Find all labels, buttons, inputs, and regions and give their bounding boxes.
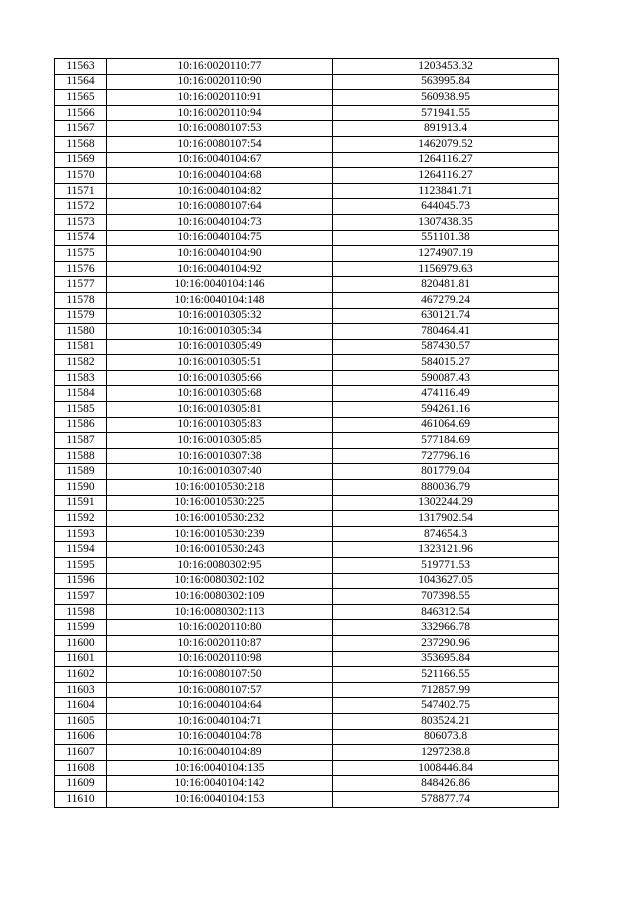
value-cell: 1156979.63 (333, 261, 559, 277)
document-page (54, 58, 558, 808)
cadastral-number-cell: 10:16:0040104:146 (107, 277, 333, 293)
row-number-cell: 11601 (55, 651, 107, 667)
value-cell: 806073.8 (333, 729, 559, 745)
cadastral-number-cell: 10:16:0010305:68 (107, 386, 333, 402)
value-cell: 712857.99 (333, 682, 559, 698)
cadastral-number-cell: 10:16:0040104:68 (107, 168, 333, 184)
value-cell: 577184.69 (333, 433, 559, 449)
table-row (55, 183, 559, 199)
table-row (55, 604, 559, 620)
value-cell: 1462079.52 (333, 136, 559, 152)
cadastral-number-cell: 10:16:0080107:50 (107, 667, 333, 683)
row-number-cell: 11591 (55, 495, 107, 511)
cadastral-number-cell: 10:16:0010305:51 (107, 355, 333, 371)
table-row (55, 791, 559, 807)
cadastral-number-cell: 10:16:0010305:66 (107, 370, 333, 386)
table-row (55, 74, 559, 90)
cadastral-number-cell: 10:16:0020110:80 (107, 620, 333, 636)
row-number-cell: 11593 (55, 526, 107, 542)
cadastral-number-cell: 10:16:0010530:239 (107, 526, 333, 542)
row-number-cell: 11607 (55, 745, 107, 761)
value-cell: 644045.73 (333, 199, 559, 215)
row-number-cell: 11567 (55, 121, 107, 137)
cadastral-number-cell: 10:16:0010305:85 (107, 433, 333, 449)
row-number-cell: 11577 (55, 277, 107, 293)
cadastral-number-cell: 10:16:0020110:91 (107, 90, 333, 106)
value-cell: 551101.38 (333, 230, 559, 246)
value-cell: 547402.75 (333, 698, 559, 714)
cadastral-number-cell: 10:16:0040104:135 (107, 760, 333, 776)
row-number-cell: 11569 (55, 152, 107, 168)
value-cell: 1323121.96 (333, 542, 559, 558)
value-cell: 467279.24 (333, 292, 559, 308)
row-number-cell: 11564 (55, 74, 107, 90)
cadastral-number-cell: 10:16:0040104:75 (107, 230, 333, 246)
cadastral-number-cell: 10:16:0020110:87 (107, 635, 333, 651)
row-number-cell: 11563 (55, 59, 107, 75)
cadastral-number-cell: 10:16:0010305:32 (107, 308, 333, 324)
row-number-cell: 11575 (55, 246, 107, 262)
cadastral-number-cell: 10:16:0080302:113 (107, 604, 333, 620)
row-number-cell: 11590 (55, 480, 107, 496)
value-cell: 590087.43 (333, 370, 559, 386)
table-row (55, 464, 559, 480)
cadastral-number-cell: 10:16:0040104:78 (107, 729, 333, 745)
row-number-cell: 11595 (55, 558, 107, 574)
value-cell: 594261.16 (333, 402, 559, 418)
value-cell: 1203453.32 (333, 59, 559, 75)
row-number-cell: 11568 (55, 136, 107, 152)
value-cell: 332966.78 (333, 620, 559, 636)
table-row (55, 308, 559, 324)
row-number-cell: 11594 (55, 542, 107, 558)
table-row (55, 776, 559, 792)
cadastral-number-cell: 10:16:0020110:98 (107, 651, 333, 667)
row-number-cell: 11584 (55, 386, 107, 402)
row-number-cell: 11586 (55, 417, 107, 433)
table-row (55, 573, 559, 589)
table-row (55, 105, 559, 121)
value-cell: 1264116.27 (333, 168, 559, 184)
row-number-cell: 11603 (55, 682, 107, 698)
value-cell: 1008446.84 (333, 760, 559, 776)
table-row (55, 168, 559, 184)
cadastral-number-cell: 10:16:0010530:225 (107, 495, 333, 511)
cadastral-number-cell: 10:16:0040104:82 (107, 183, 333, 199)
table-row (55, 355, 559, 371)
row-number-cell: 11604 (55, 698, 107, 714)
cadastral-number-cell: 10:16:0020110:77 (107, 59, 333, 75)
value-cell: 1297238.8 (333, 745, 559, 761)
row-number-cell: 11592 (55, 511, 107, 527)
value-cell: 1123841.71 (333, 183, 559, 199)
table-row (55, 682, 559, 698)
row-number-cell: 11609 (55, 776, 107, 792)
cadastral-number-cell: 10:16:0040104:148 (107, 292, 333, 308)
value-cell: 563995.84 (333, 74, 559, 90)
table-row (55, 292, 559, 308)
row-number-cell: 11574 (55, 230, 107, 246)
row-number-cell: 11589 (55, 464, 107, 480)
value-cell: 630121.74 (333, 308, 559, 324)
row-number-cell: 11598 (55, 604, 107, 620)
table-row (55, 526, 559, 542)
cadastral-number-cell: 10:16:0010307:38 (107, 448, 333, 464)
cadastral-number-cell: 10:16:0040104:67 (107, 152, 333, 168)
cadastral-number-cell: 10:16:0040104:71 (107, 713, 333, 729)
row-number-cell: 11581 (55, 339, 107, 355)
row-number-cell: 11580 (55, 324, 107, 340)
table-row (55, 339, 559, 355)
table-row (55, 760, 559, 776)
row-number-cell: 11572 (55, 199, 107, 215)
row-number-cell: 11582 (55, 355, 107, 371)
row-number-cell: 11600 (55, 635, 107, 651)
cadastral-number-cell: 10:16:0040104:142 (107, 776, 333, 792)
cadastral-number-cell: 10:16:0040104:73 (107, 214, 333, 230)
cadastral-number-cell: 10:16:0010530:243 (107, 542, 333, 558)
value-cell: 587430.57 (333, 339, 559, 355)
value-cell: 820481.81 (333, 277, 559, 293)
value-cell: 237290.96 (333, 635, 559, 651)
cadastral-number-cell: 10:16:0080107:53 (107, 121, 333, 137)
row-number-cell: 11565 (55, 90, 107, 106)
table-row (55, 745, 559, 761)
value-cell: 874654.3 (333, 526, 559, 542)
value-cell: 1307438.35 (333, 214, 559, 230)
table-row (55, 152, 559, 168)
table-row (55, 558, 559, 574)
value-cell: 578877.74 (333, 791, 559, 807)
row-number-cell: 11610 (55, 791, 107, 807)
table-row (55, 620, 559, 636)
cadastral-number-cell: 10:16:0080302:95 (107, 558, 333, 574)
cadastral-number-cell: 10:16:0010305:81 (107, 402, 333, 418)
value-cell: 461064.69 (333, 417, 559, 433)
row-number-cell: 11576 (55, 261, 107, 277)
value-cell: 1317902.54 (333, 511, 559, 527)
row-number-cell: 11588 (55, 448, 107, 464)
cadastral-number-cell: 10:16:0010530:232 (107, 511, 333, 527)
row-number-cell: 11608 (55, 760, 107, 776)
value-cell: 353695.84 (333, 651, 559, 667)
row-number-cell: 11599 (55, 620, 107, 636)
row-number-cell: 11566 (55, 105, 107, 121)
row-number-cell: 11587 (55, 433, 107, 449)
table-row (55, 136, 559, 152)
row-number-cell: 11585 (55, 402, 107, 418)
row-number-cell: 11570 (55, 168, 107, 184)
row-number-cell: 11596 (55, 573, 107, 589)
value-cell: 519771.53 (333, 558, 559, 574)
cadastral-number-cell: 10:16:0080107:64 (107, 199, 333, 215)
row-number-cell: 11605 (55, 713, 107, 729)
row-number-cell: 11573 (55, 214, 107, 230)
value-cell: 560938.95 (333, 90, 559, 106)
value-cell: 474116.49 (333, 386, 559, 402)
table-row (55, 370, 559, 386)
row-number-cell: 11606 (55, 729, 107, 745)
table-row (55, 589, 559, 605)
cadastral-number-cell: 10:16:0010305:34 (107, 324, 333, 340)
table-row (55, 495, 559, 511)
cadastral-number-cell: 10:16:0040104:92 (107, 261, 333, 277)
value-cell: 880036.79 (333, 480, 559, 496)
row-number-cell: 11583 (55, 370, 107, 386)
cadastral-number-cell: 10:16:0080107:57 (107, 682, 333, 698)
table-row (55, 230, 559, 246)
table-row (55, 511, 559, 527)
table-row (55, 417, 559, 433)
table-row (55, 698, 559, 714)
value-cell: 584015.27 (333, 355, 559, 371)
value-cell: 803524.21 (333, 713, 559, 729)
table-row (55, 59, 559, 75)
value-cell: 707398.55 (333, 589, 559, 605)
table-row (55, 402, 559, 418)
value-cell: 1274907.19 (333, 246, 559, 262)
cadastral-number-cell: 10:16:0080107:54 (107, 136, 333, 152)
value-cell: 780464.41 (333, 324, 559, 340)
cadastral-number-cell: 10:16:0040104:90 (107, 246, 333, 262)
cadastral-number-cell: 10:16:0010305:83 (107, 417, 333, 433)
table-row (55, 214, 559, 230)
table-row (55, 324, 559, 340)
row-number-cell: 11578 (55, 292, 107, 308)
table-row (55, 386, 559, 402)
table-row (55, 448, 559, 464)
table-row (55, 635, 559, 651)
value-cell: 571941.55 (333, 105, 559, 121)
row-number-cell: 11571 (55, 183, 107, 199)
table-row (55, 542, 559, 558)
value-cell: 848426.86 (333, 776, 559, 792)
value-cell: 1302244.29 (333, 495, 559, 511)
table-body (55, 59, 559, 808)
table-row (55, 667, 559, 683)
data-table (54, 58, 559, 808)
cadastral-number-cell: 10:16:0040104:153 (107, 791, 333, 807)
table-row (55, 480, 559, 496)
cadastral-number-cell: 10:16:0040104:64 (107, 698, 333, 714)
value-cell: 521166.55 (333, 667, 559, 683)
row-number-cell: 11602 (55, 667, 107, 683)
cadastral-number-cell: 10:16:0010530:218 (107, 480, 333, 496)
table-row (55, 433, 559, 449)
table-row (55, 277, 559, 293)
row-number-cell: 11597 (55, 589, 107, 605)
table-row (55, 246, 559, 262)
table-row (55, 651, 559, 667)
cadastral-number-cell: 10:16:0080302:102 (107, 573, 333, 589)
row-number-cell: 11579 (55, 308, 107, 324)
cadastral-number-cell: 10:16:0080302:109 (107, 589, 333, 605)
table-row (55, 729, 559, 745)
value-cell: 801779.04 (333, 464, 559, 480)
value-cell: 891913.4 (333, 121, 559, 137)
cadastral-number-cell: 10:16:0010307:40 (107, 464, 333, 480)
cadastral-number-cell: 10:16:0010305:49 (107, 339, 333, 355)
table-row (55, 90, 559, 106)
table-row (55, 121, 559, 137)
value-cell: 1264116.27 (333, 152, 559, 168)
cadastral-number-cell: 10:16:0020110:94 (107, 105, 333, 121)
cadastral-number-cell: 10:16:0020110:90 (107, 74, 333, 90)
table-row (55, 261, 559, 277)
value-cell: 1043627.05 (333, 573, 559, 589)
value-cell: 727796.16 (333, 448, 559, 464)
cadastral-number-cell: 10:16:0040104:89 (107, 745, 333, 761)
table-row (55, 713, 559, 729)
table-row (55, 199, 559, 215)
value-cell: 846312.54 (333, 604, 559, 620)
